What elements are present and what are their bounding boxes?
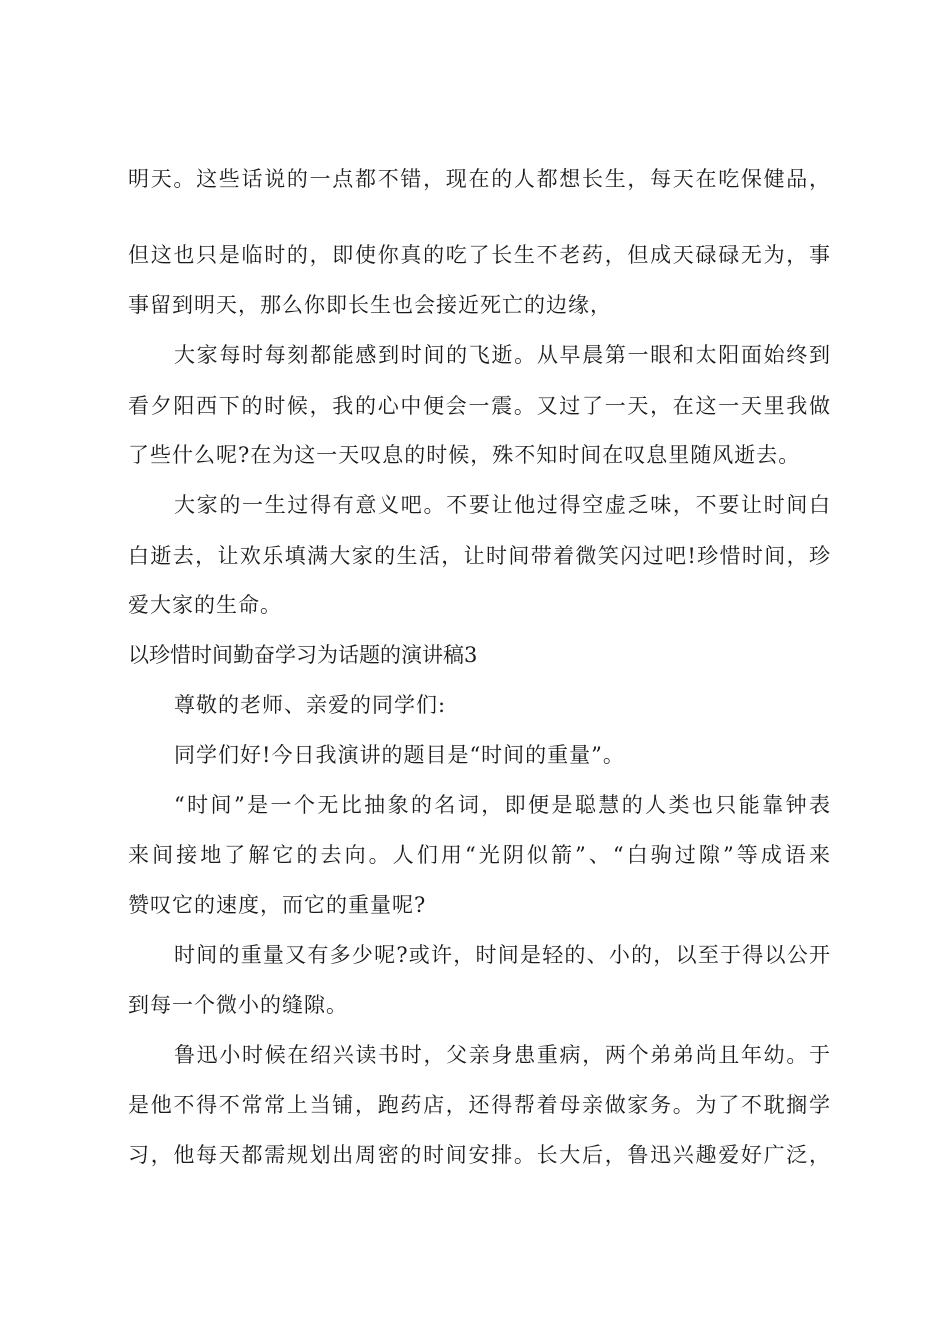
text-line: 大家每时每刻都能感到时间的飞逝。从早晨第一眼和太阳面始终到	[174, 343, 830, 367]
text-line: 事留到明天，那么你即长生也会接近死亡的边缘，	[128, 293, 612, 317]
text-line: 看夕阳西下的时候，我的心中便会一震。又过了一天，在这一天里我做	[128, 394, 830, 418]
text-line: 同学们好!今日我演讲的题目是“时间的重量”。	[174, 743, 625, 767]
text-line: 时间的重量又有多少呢?或许，时间是轻的、小的，以至于得以公开	[174, 943, 830, 967]
text-line: 了些什么呢?在为这一天叹息的时候，殊不知时间在叹息里随风逝去。	[128, 443, 801, 467]
text-line: “时间”是一个无比抽象的名词，即便是聪慧的人类也只能靠钟表	[174, 793, 830, 817]
text-line: 习，他每天都需规划出周密的时间安排。长大后，鲁迅兴趣爱好广泛，	[128, 1143, 830, 1167]
text-line: 赞叹它的速度，而它的重量呢?	[128, 893, 427, 917]
text-line: 到每一个微小的缝隙。	[128, 993, 348, 1017]
text-line: 爱大家的生命。	[128, 593, 282, 617]
text-line: 是他不得不常常上当铺，跑药店，还得帮着母亲做家务。为了不耽搁学	[128, 1093, 830, 1117]
text-line: 尊敬的老师、亲爱的同学们:	[174, 693, 447, 717]
text-line: 明天。这些话说的一点都不错，现在的人都想长生，每天在吃保健品，	[128, 167, 830, 191]
text-line: 鲁迅小时候在绍兴读书时，父亲身患重病，两个弟弟尚且年幼。于	[174, 1043, 830, 1067]
text-line: 大家的一生过得有意义吧。不要让他过得空虚乏味，不要让时间白	[174, 493, 830, 517]
section-heading: 以珍惜时间勤奋学习为话题的演讲稿3	[128, 643, 478, 667]
text-line: 白逝去，让欢乐填满大家的生活，让时间带着微笑闪过吧!珍惜时间，珍	[128, 544, 830, 568]
text-line: 来间接地了解它的去向。人们用“光阴似箭”、“白驹过隙”等成语来	[128, 843, 830, 867]
text-line: 但这也只是临时的，即使你真的吃了长生不老药，但成天碌碌无为，事	[128, 243, 830, 267]
